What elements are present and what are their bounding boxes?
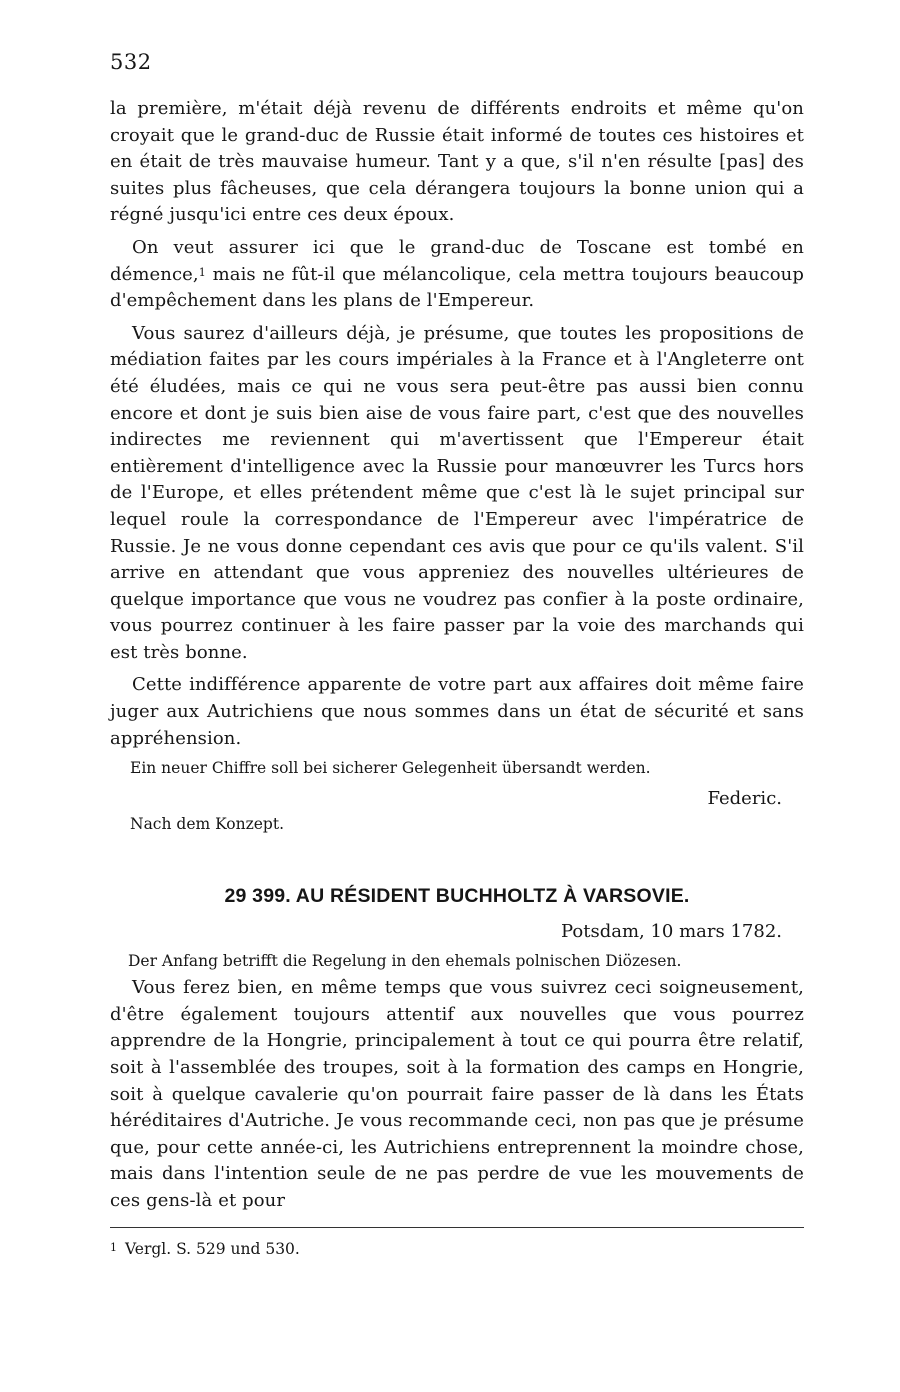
footnote-reference: 1 <box>198 265 206 279</box>
signature: Federic. <box>707 788 782 810</box>
footnote-text: Vergl. S. 529 und 530. <box>125 1239 300 1258</box>
cipher-note: Ein neuer Chiffre soll bei sicherer Gelegenheit übersandt werden. <box>130 759 651 778</box>
paragraph-mediation: Vous saurez d'ailleurs déjà, je présume, que toutes les propositions de médiation faites par les cours impériales à la France et à l'Angleterre ont été éludées, mais ce qui ne vous sera peut-être pas aussi bien connu encore et dont je suis bien aise de vous faire part, c'est que des nouvelles indirectes me reviennent qui m'avertissent que l'Empereur était entièrement d'intelligence avec la Russie pour manœuvrer les Turcs hors de l'Europe, et elles prétendent même que c'est là le sujet principal sur lequel roule la correspondance de l'Empereur avec l'impératrice de Russie. Je ne vous donne cependant ces avis que pour ce qu'ils valent. S'il arrive en attendant que vous appreniez des nouvelles ultérieures de quelque importance que vous ne voudrez pas confier à la poste ordinaire, vous pourrez continuer à les faire passer par la voie des marchands qui est très bonne. <box>110 322 804 663</box>
paragraph-toscane-rest: mais ne fût-il que mélancolique, cela mettra toujours beaucoup d'empêchement dans les plans de l'Empereur. <box>110 263 804 312</box>
source-note: Nach dem Konzept. <box>130 815 285 834</box>
footnote-mark: 1 <box>110 1240 117 1254</box>
letter-heading: 29 399. AU RÉSIDENT BUCHHOLTZ À VARSOVIE. <box>224 885 690 908</box>
paragraph-indifference: Cette indifférence apparente de votre part aux affaires doit même faire juger aux Autrichiens que nous sommes dans un état de sécurité et sans appréhension. <box>110 674 804 749</box>
footnote-divider <box>110 1227 804 1228</box>
paragraph-toscane <box>110 235 804 315</box>
document-body <box>110 96 804 1260</box>
paragraph-toscane-text: On veut assurer ici que le grand-duc de Toscane est tombé en démence, <box>110 236 804 285</box>
paragraph-letter-body: Vous ferez bien, en même temps que vous suivrez ceci soigneusement, d'être également toujours attentif aux nouvelles que vous pourrez apprendre de la Hongrie, principalement à tout ce qui pourra être relatif, soit à l'assemblée des troupes, soit à la formation des camps en Hongrie, soit à quelque cavalerie qu'on pourrait faire passer de là dans les États héréditaires d'Autriche. Je vous recommande ceci, non pas que je présume que, pour cette année-ci, les Autrichiens entreprennent la moindre chose, mais dans l'intention seule de ne pas perdre de vue les mouvements de ces gens-là et pour <box>110 977 804 1211</box>
footnote <box>110 1238 804 1260</box>
dateline: Potsdam, 10 mars 1782. <box>561 921 782 943</box>
letter-summary: Der Anfang betrifft die Regelung in den ehemals polnischen Diözesen. <box>128 952 682 971</box>
paragraph-continuation: la première, m'était déjà revenu de différents endroits et même qu'on croyait que le grand-duc de Russie était informé de toutes ces histoires et en était de très mauvaise humeur. Tant y a que, s'il n'en résulte [pas] des suites plus fâcheuses, que cela dérangera toujours la bonne union qui a régné jusqu'ici entre ces deux époux. <box>110 98 804 226</box>
page-number: 532 <box>110 50 152 74</box>
document-page <box>110 0 804 1392</box>
